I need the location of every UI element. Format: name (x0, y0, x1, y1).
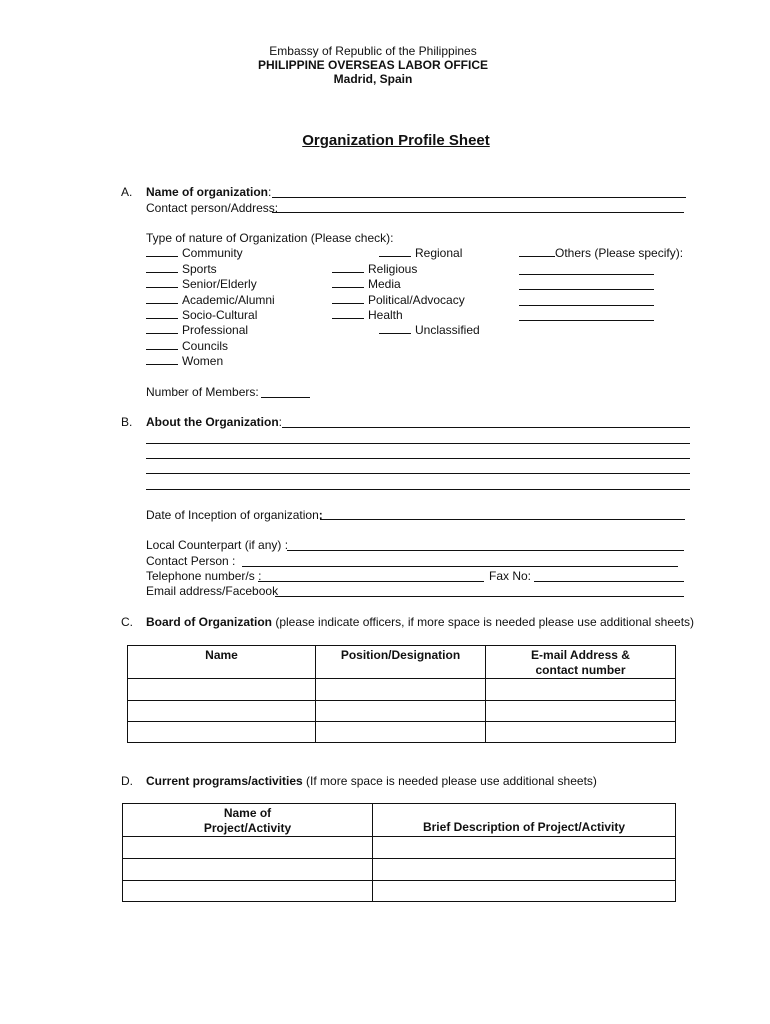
contact-person-label: Contact Person : (146, 554, 236, 568)
table-cell[interactable] (316, 722, 486, 743)
table-cell[interactable] (373, 837, 676, 859)
inception-label: Date of Inception of organization (146, 508, 319, 522)
about-field-1[interactable] (282, 427, 690, 428)
table-cell[interactable] (128, 701, 316, 722)
option-socio-cultural[interactable]: Socio-Cultural (146, 308, 257, 322)
table-row (123, 881, 676, 902)
section-a-letter: A. (121, 185, 133, 199)
table-cell[interactable] (486, 701, 676, 722)
counterpart-field[interactable] (287, 550, 684, 551)
office-line: PHILIPPINE OVERSEAS LABOR OFFICE (257, 58, 489, 72)
others-specify-field-2[interactable] (519, 289, 654, 290)
option-political-advocacy[interactable]: Political/Advocacy (332, 293, 465, 307)
board-label: Board of Organization (146, 615, 272, 629)
table-row (123, 837, 676, 859)
table-cell[interactable] (373, 859, 676, 881)
inception-colon: : (318, 508, 323, 522)
table-cell[interactable] (486, 722, 676, 743)
check-blank[interactable] (146, 323, 178, 334)
about-colon: : (278, 415, 282, 429)
programs-table (122, 803, 676, 902)
table-header-row (128, 646, 676, 679)
board-table (127, 645, 676, 743)
org-name-field[interactable] (272, 197, 686, 198)
embassy-line: Embassy of Republic of the Philippines (269, 44, 477, 58)
option-academic-alumni[interactable]: Academic/Alumni (146, 293, 275, 307)
programs-note: (If more space is needed please use additional sheets) (302, 774, 597, 788)
option-others[interactable]: Others (Please specify): (519, 246, 683, 260)
contact-address-field[interactable] (272, 212, 684, 213)
table-header-row (123, 804, 676, 837)
table-cell[interactable] (123, 837, 373, 859)
check-blank[interactable] (332, 262, 364, 273)
option-religious[interactable]: Religious (332, 262, 417, 276)
others-specify-field-1[interactable] (519, 274, 654, 275)
inception-row (146, 508, 323, 522)
org-type-label: Type of nature of Organization (Please check): (146, 231, 394, 245)
check-blank[interactable] (379, 246, 411, 257)
table-cell[interactable] (316, 701, 486, 722)
check-blank[interactable] (146, 354, 178, 365)
col-header-name: Name (128, 646, 316, 679)
board-note: (please indicate officers, if more space is needed please use additional sheets) (272, 615, 695, 629)
option-senior-elderly[interactable]: Senior/Elderly (146, 277, 257, 291)
fax-label: Fax No: (489, 569, 532, 583)
table-cell[interactable] (128, 679, 316, 701)
about-row (146, 415, 282, 429)
check-blank[interactable] (332, 277, 364, 288)
telephone-label: Telephone number/s : (146, 569, 262, 583)
contact-address-label: Contact person/Address: (146, 201, 279, 215)
programs-label: Current programs/activities (146, 774, 303, 788)
others-specify-field-3[interactable] (519, 305, 654, 306)
counterpart-label: Local Counterpart (if any) : (146, 538, 289, 552)
check-blank[interactable] (146, 308, 178, 319)
check-blank[interactable] (332, 308, 364, 319)
page-title: Organization Profile Sheet (302, 132, 490, 149)
fax-field[interactable] (534, 581, 684, 582)
about-field-3[interactable] (146, 458, 690, 459)
option-sports[interactable]: Sports (146, 262, 217, 276)
col-header-project-name: Name of Project/Activity (123, 804, 373, 837)
about-field-5[interactable] (146, 489, 690, 490)
table-cell[interactable] (486, 679, 676, 701)
about-field-2[interactable] (146, 443, 690, 444)
option-unclassified[interactable]: Unclassified (379, 323, 480, 337)
col-header-position: Position/Designation (316, 646, 486, 679)
option-councils[interactable]: Councils (146, 339, 228, 353)
option-regional[interactable]: Regional (379, 246, 462, 260)
check-blank[interactable] (332, 293, 364, 304)
location-line: Madrid, Spain (333, 72, 413, 86)
email-facebook-field[interactable] (275, 596, 684, 597)
table-row (128, 722, 676, 743)
option-health[interactable]: Health (332, 308, 403, 322)
option-community[interactable]: Community (146, 246, 243, 260)
check-blank[interactable] (146, 246, 178, 257)
org-name-label: Name of organization (146, 185, 269, 199)
option-professional[interactable]: Professional (146, 323, 248, 337)
programs-row (146, 774, 597, 788)
email-facebook-label: Email address/Facebook (146, 584, 279, 598)
table-cell[interactable] (373, 881, 676, 902)
org-name-row (146, 185, 271, 199)
table-row (128, 679, 676, 701)
check-blank[interactable] (519, 246, 555, 257)
org-name-colon: : (268, 185, 272, 199)
check-blank[interactable] (379, 323, 411, 334)
check-blank[interactable] (146, 339, 178, 350)
col-header-email-contact: E-mail Address & contact number (486, 646, 676, 679)
table-cell[interactable] (316, 679, 486, 701)
section-d-letter: D. (121, 774, 133, 788)
about-label: About the Organization (146, 415, 279, 429)
check-blank[interactable] (146, 293, 178, 304)
check-blank[interactable] (146, 262, 178, 273)
table-row (128, 701, 676, 722)
members-label: Number of Members: (146, 385, 259, 399)
inception-field[interactable] (320, 519, 685, 520)
table-cell[interactable] (123, 859, 373, 881)
members-field[interactable] (261, 397, 310, 398)
board-row (146, 615, 694, 629)
telephone-field[interactable] (258, 581, 484, 582)
contact-person-field[interactable] (242, 566, 678, 567)
section-b-letter: B. (121, 415, 133, 429)
table-cell[interactable] (128, 722, 316, 743)
option-women[interactable]: Women (146, 354, 223, 368)
check-blank[interactable] (146, 277, 178, 288)
table-row (123, 859, 676, 881)
option-media[interactable]: Media (332, 277, 401, 291)
col-header-description: Brief Description of Project/Activity (373, 804, 676, 837)
section-c-letter: C. (121, 615, 133, 629)
about-field-4[interactable] (146, 473, 690, 474)
table-cell[interactable] (123, 881, 373, 902)
others-specify-field-4[interactable] (519, 320, 654, 321)
